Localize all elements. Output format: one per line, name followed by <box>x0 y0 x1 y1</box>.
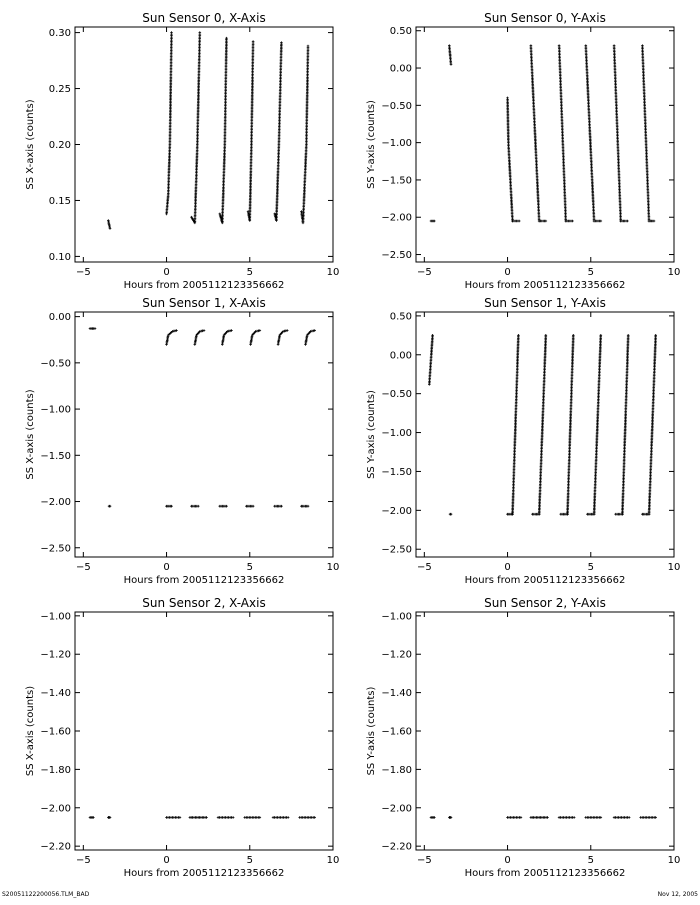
data-point-run <box>648 220 656 223</box>
x-tick-label: 5 <box>246 562 253 573</box>
x-axis-label: Hours from 2005112123356662 <box>464 280 626 291</box>
chart-title: Sun Sensor 1, X-Axis <box>142 296 266 310</box>
x-axis-label: Hours from 2005112123356662 <box>464 868 626 879</box>
y-tick-label: −2.00 <box>381 803 412 815</box>
x-tick-label: 5 <box>246 855 253 866</box>
y-tick-label: 0.20 <box>48 140 71 151</box>
y-tick-label: −2.00 <box>40 803 71 815</box>
x-tick-label: 10 <box>326 562 340 573</box>
x-tick-label: 0 <box>504 267 511 278</box>
data-point-run <box>613 44 622 222</box>
y-tick-label: −1.00 <box>381 138 412 150</box>
y-tick-label: 0.25 <box>48 84 71 96</box>
data-point-run <box>648 334 657 516</box>
data-point-run <box>249 329 261 346</box>
y-tick-label: 0.50 <box>389 311 412 323</box>
y-tick-label: 0.30 <box>48 28 71 40</box>
x-axis-label: Hours from 2005112123356662 <box>123 575 285 586</box>
x-tick-label: −5 <box>75 267 91 278</box>
x-axis-label: Hours from 2005112123356662 <box>123 868 285 879</box>
data-point-run <box>593 220 602 223</box>
data-point-run <box>165 816 181 819</box>
x-axis-label: Hours from 2005112123356662 <box>464 575 626 586</box>
data-point-run <box>511 334 519 516</box>
x-tick-label: 10 <box>667 267 681 278</box>
x-tick-label: 0 <box>163 855 170 866</box>
footer-date: Nov 12, 2005 <box>657 891 698 898</box>
chart-panel-1 <box>366 11 680 291</box>
chart-panel-2 <box>25 296 339 586</box>
y-tick-label: −1.60 <box>381 726 412 738</box>
data-point-run <box>189 816 208 819</box>
data-point-run <box>304 329 316 346</box>
y-tick-label: 0.15 <box>48 195 71 207</box>
plot-frame <box>416 27 674 262</box>
data-point-run <box>272 816 290 819</box>
x-tick-label: 10 <box>667 855 681 866</box>
y-tick-label: −2.50 <box>381 250 412 262</box>
data-point-run <box>107 219 111 229</box>
y-tick-label: −1.20 <box>381 649 412 661</box>
data-point-run <box>641 44 650 222</box>
plot-frame <box>75 312 333 557</box>
data-point-run <box>449 513 453 516</box>
y-tick-label: −2.50 <box>381 544 412 556</box>
chart-title: Sun Sensor 0, X-Axis <box>142 11 266 25</box>
data-point-run <box>165 329 178 346</box>
x-tick-label: 5 <box>587 855 594 866</box>
data-point-run <box>613 816 631 819</box>
chart-panel-5 <box>366 596 680 879</box>
data-point-run <box>194 329 206 346</box>
data-point-run <box>566 334 574 516</box>
y-axis-label: SS Y-axis (counts) <box>366 100 377 189</box>
y-tick-label: −2.00 <box>40 497 71 509</box>
x-tick-label: −5 <box>416 267 432 278</box>
y-tick-label: −2.00 <box>381 212 412 224</box>
footer-filename: S20051122200056.TLM_BAD <box>2 891 90 898</box>
y-tick-label: 0.00 <box>389 63 412 75</box>
x-tick-label: 10 <box>326 855 340 866</box>
y-tick-label: −0.50 <box>40 358 71 370</box>
data-point-run <box>538 334 547 516</box>
y-tick-label: 0.00 <box>389 350 412 362</box>
data-point-run <box>585 816 603 819</box>
data-point-run <box>530 44 541 222</box>
data-point-run <box>619 220 628 223</box>
x-tick-label: −5 <box>416 562 432 573</box>
x-axis-label: Hours from 2005112123356662 <box>123 280 285 291</box>
data-point-run <box>219 37 228 224</box>
x-tick-label: −5 <box>75 562 91 573</box>
data-point-run <box>190 31 201 224</box>
data-point-run <box>430 816 436 819</box>
data-point-run <box>165 31 173 215</box>
y-tick-label: −1.80 <box>40 764 71 776</box>
x-tick-label: 0 <box>163 562 170 573</box>
y-tick-label: −1.50 <box>381 466 412 478</box>
x-tick-label: −5 <box>75 855 91 866</box>
data-point-run <box>639 816 657 819</box>
x-tick-label: 0 <box>163 267 170 278</box>
y-tick-label: −1.00 <box>40 611 71 623</box>
y-tick-label: −1.50 <box>40 450 71 462</box>
y-tick-label: −1.40 <box>381 688 412 700</box>
chart-panel-4 <box>25 596 339 879</box>
x-tick-label: 5 <box>587 562 594 573</box>
data-point-run <box>621 334 629 516</box>
data-point-run <box>217 816 235 819</box>
y-tick-label: −1.80 <box>381 764 412 776</box>
chart-title: Sun Sensor 1, Y-Axis <box>484 296 606 310</box>
data-point-run <box>506 97 514 223</box>
chart-title: Sun Sensor 0, Y-Axis <box>484 11 606 25</box>
y-tick-label: −1.60 <box>40 726 71 738</box>
data-point-run <box>190 505 199 508</box>
y-tick-label: −1.50 <box>381 175 412 187</box>
chart-title: Sun Sensor 2, X-Axis <box>142 596 266 610</box>
chart-panel-0 <box>25 11 339 291</box>
y-tick-label: −2.20 <box>40 841 71 853</box>
data-point-run <box>448 816 452 819</box>
data-point-run <box>108 505 111 508</box>
y-tick-label: −0.50 <box>381 100 412 112</box>
y-tick-label: 0.00 <box>48 312 71 324</box>
data-point-run <box>221 329 233 346</box>
y-tick-label: −1.00 <box>381 428 412 440</box>
x-tick-label: 0 <box>504 855 511 866</box>
x-tick-label: 10 <box>667 562 681 573</box>
y-axis-label: SS X-axis (counts) <box>25 389 36 480</box>
chart-title: Sun Sensor 2, Y-Axis <box>484 596 606 610</box>
data-point-run <box>430 220 436 223</box>
x-tick-label: −5 <box>416 855 432 866</box>
x-tick-label: 10 <box>326 267 340 278</box>
y-tick-label: −2.20 <box>381 841 412 853</box>
data-point-run <box>89 816 95 819</box>
y-tick-label: −0.50 <box>381 389 412 401</box>
chart-panel-3 <box>366 296 680 586</box>
data-point-run <box>511 220 520 223</box>
y-axis-label: SS X-axis (counts) <box>25 99 36 190</box>
data-point-run <box>219 505 228 508</box>
x-tick-label: 5 <box>246 267 253 278</box>
y-tick-label: −2.50 <box>40 543 71 555</box>
y-axis-label: SS X-axis (counts) <box>25 685 36 777</box>
y-tick-label: 0.50 <box>389 26 412 38</box>
data-point-run <box>277 329 289 346</box>
data-point-run <box>273 505 282 508</box>
plot-frame <box>416 612 674 850</box>
x-tick-label: 0 <box>504 562 511 573</box>
y-axis-label: SS Y-axis (counts) <box>366 390 377 479</box>
data-point-run <box>245 505 254 508</box>
y-axis-label: SS Y-axis (counts) <box>366 686 377 776</box>
data-point-run <box>247 40 255 222</box>
data-point-run <box>558 44 567 222</box>
data-point-run <box>593 334 602 516</box>
data-point-run <box>298 816 316 819</box>
y-tick-label: −1.00 <box>381 611 412 623</box>
x-tick-label: 5 <box>587 267 594 278</box>
plot-frame <box>75 27 333 262</box>
data-point-run <box>538 220 547 223</box>
data-point-run <box>273 41 282 222</box>
y-tick-label: 0.10 <box>48 251 71 263</box>
data-point-run <box>300 505 309 508</box>
data-point-run <box>107 816 111 819</box>
y-tick-label: −2.00 <box>381 505 412 517</box>
data-point-run <box>165 505 173 508</box>
data-point-run <box>506 816 522 819</box>
data-point-run <box>530 816 549 819</box>
data-point-run <box>244 816 262 819</box>
data-point-run <box>448 44 452 65</box>
y-tick-label: −1.00 <box>40 404 71 416</box>
y-tick-label: −1.40 <box>40 688 71 700</box>
data-point-run <box>565 220 574 223</box>
data-point-run <box>585 44 596 222</box>
data-point-run <box>300 45 309 224</box>
plot-frame <box>75 612 333 850</box>
data-point-run <box>428 334 434 386</box>
data-point-run <box>89 327 97 330</box>
y-tick-label: −1.20 <box>40 649 71 661</box>
data-point-run <box>558 816 576 819</box>
